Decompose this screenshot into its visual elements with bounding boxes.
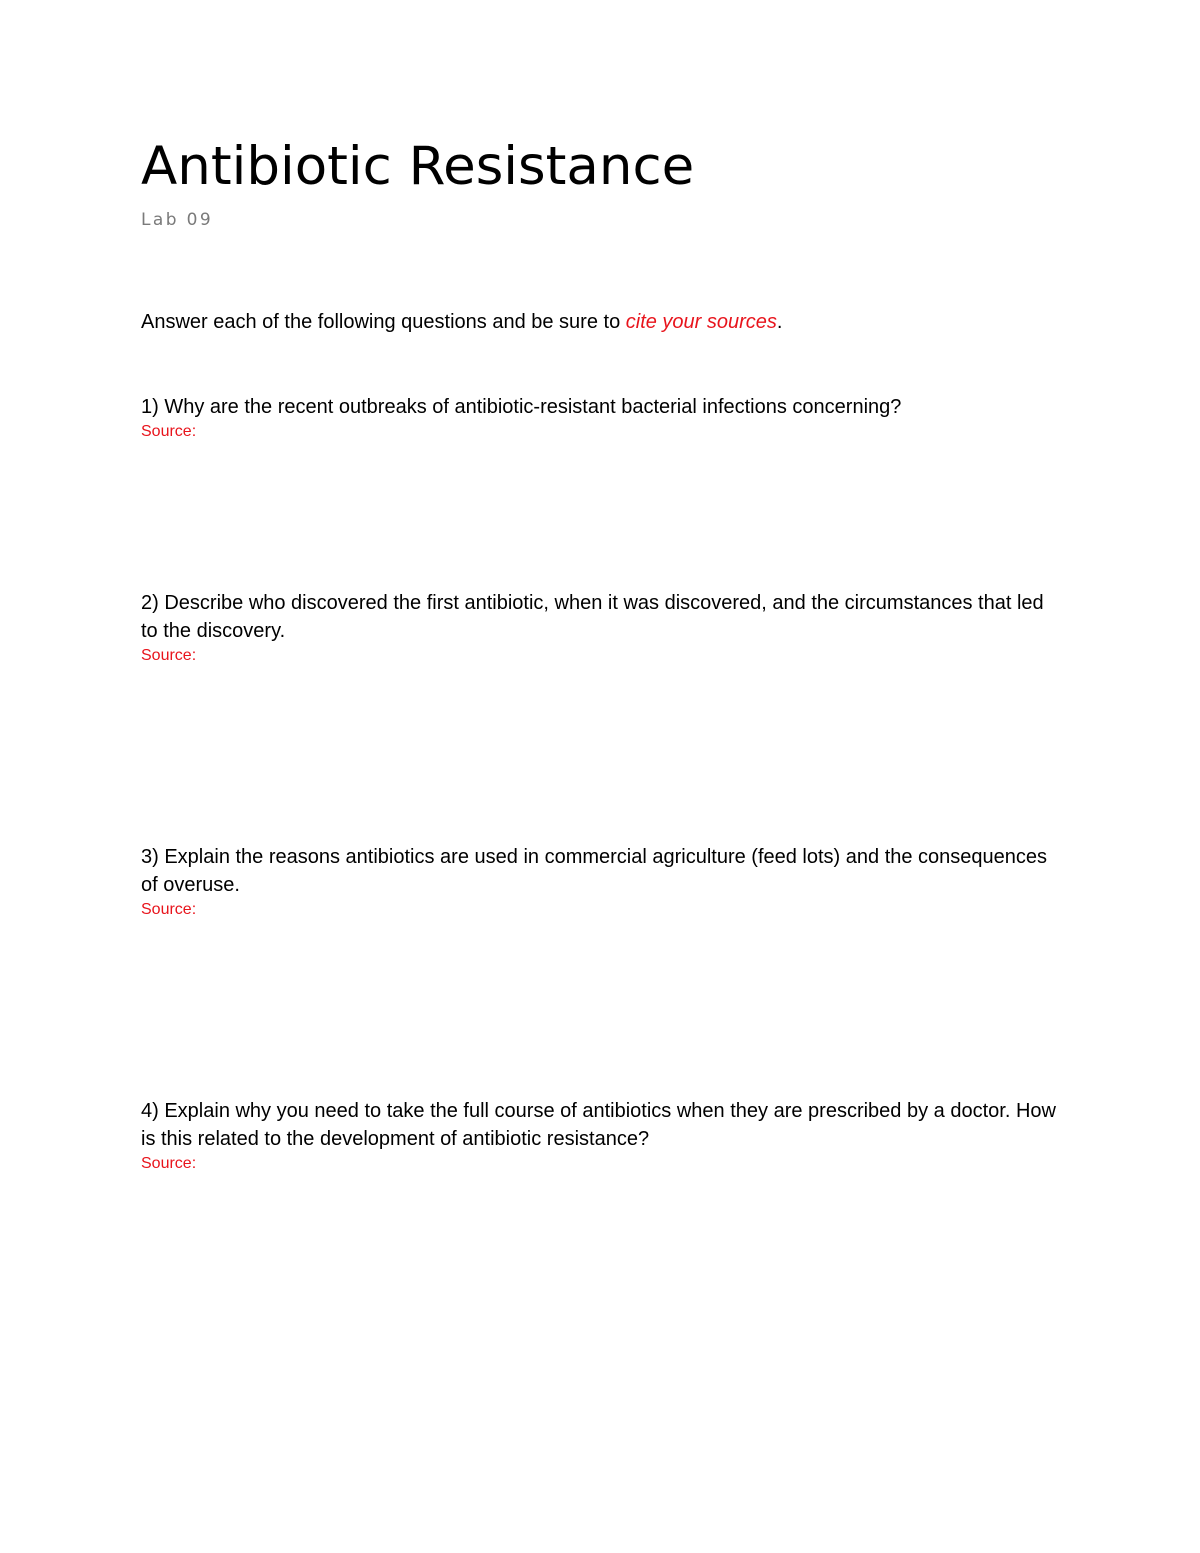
- question-1: [141, 393, 1061, 443]
- instructions-end: .: [776, 311, 783, 333]
- question-1-source-label: Source:: [141, 423, 197, 440]
- instructions: [141, 308, 782, 336]
- question-3: [141, 843, 1061, 921]
- instructions-emphasis: cite your sources: [625, 311, 777, 333]
- question-3-source-label: Source:: [141, 901, 197, 918]
- page-subtitle: Lab 09: [141, 210, 214, 230]
- instructions-text: Answer each of the following questions and be sure to: [141, 311, 626, 333]
- question-2: [141, 589, 1061, 667]
- question-1-text: 1) Why are the recent outbreaks of antibiotic-resistant bacterial infections concerning?: [141, 396, 902, 418]
- page-title: Antibiotic Resistance: [141, 136, 695, 197]
- question-3-text: 3) Explain the reasons antibiotics are used in commercial agriculture (feed lots) and the consequences of overuse.: [141, 846, 1048, 896]
- question-2-text: 2) Describe who discovered the first antibiotic, when it was discovered, and the circumstances that led to the discovery.: [141, 592, 1044, 642]
- question-4: [141, 1097, 1061, 1175]
- question-2-source-label: Source:: [141, 647, 197, 664]
- question-4-source-label: Source:: [141, 1155, 197, 1172]
- question-4-text: 4) Explain why you need to take the full course of antibiotics when they are prescribed by a doctor. How is this related to the development of antibiotic resistance?: [141, 1100, 1056, 1150]
